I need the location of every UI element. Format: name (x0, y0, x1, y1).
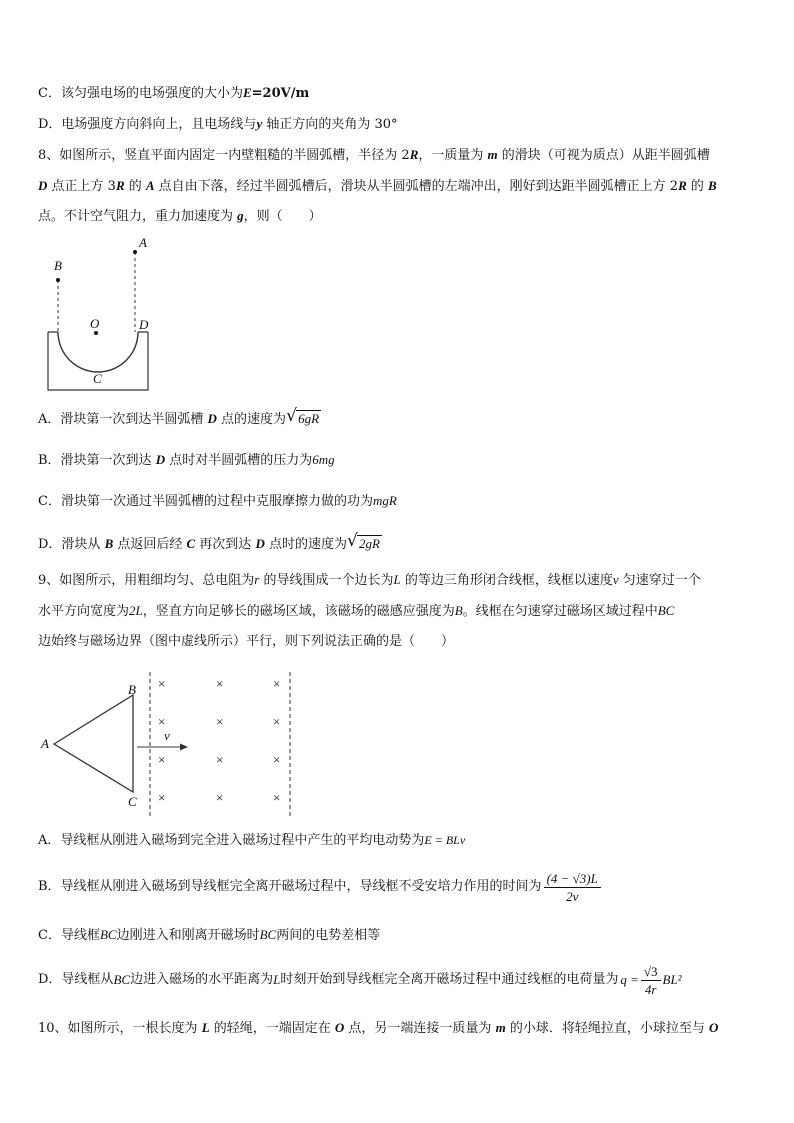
label-c: C (93, 371, 102, 386)
point-b (56, 278, 60, 282)
q8-option-a: A．滑块第一次到达半圆弧槽 D 点的速度为 √ 6gR (38, 406, 320, 427)
field-cross-icon: × (158, 790, 166, 805)
label-b: B (128, 682, 136, 697)
q8-line3: 点。不计空气阻力，重力加速度为 g，则（ ） (38, 208, 322, 224)
field-cross-icon: × (158, 714, 166, 729)
arrow-head-icon (180, 744, 188, 751)
point-a (133, 250, 137, 254)
q8-line1: 8、如图所示，竖直平面内固定一内壁粗糙的半圆弧槽，半径为 2R，一质量为 m 的滑块（可视为质点）从距半圆弧槽 (38, 147, 710, 163)
q8-figure (38, 232, 168, 396)
label-d: D (139, 317, 149, 332)
label-o: O (90, 316, 100, 331)
field-cross-icon: × (216, 790, 224, 805)
field-cross-icon: × (216, 676, 224, 691)
q9-line3: 边始终与磁场边界（图中虚线所示）平行，则下列说法正确的是（ ） (38, 634, 455, 649)
q9-option-b: B．导线框从刚进入磁场到导线框完全离开磁场过程中，导线框不受安培力作用的时间为 $\frac{(4 - √3)L}{2v}$ (38, 868, 603, 906)
label-a: A (139, 235, 147, 250)
q9-option-c: C．导线框BC边刚进入和刚离开磁场时BC两间的电势差相等 (38, 927, 381, 943)
field-cross-icon: × (273, 752, 281, 767)
field-cross-icon: × (216, 714, 224, 729)
fraction: $\frac{(4 - √3)L}{2v}$ (544, 870, 601, 905)
q8-option-b: B．滑块第一次到达 D 点时对半圆弧槽的压力为6mg (38, 452, 335, 468)
field-cross-icon: × (273, 790, 281, 805)
sqrt-expression: √ 6gR (286, 406, 320, 426)
option-d-prev: D．电场强度方向斜向上，且电场线与y 轴正方向的夹角为 30° (38, 116, 398, 132)
semicircle-groove (58, 332, 138, 372)
field-cross-icon: × (216, 752, 224, 767)
label-b: B (54, 258, 62, 273)
label-v: v (164, 728, 170, 743)
q9-option-d: D．导线框从 BC 边进入磁场的水平距离为 L 时刻开始到导线框完全离开磁场过程中通过线框的电荷量为 q = $\frac{√3}{4r}$ BL² (38, 963, 682, 997)
q8-option-c: C．滑块第一次通过半圆弧槽的过程中克服摩擦力做的功为mgR (38, 493, 397, 509)
label-a: A (41, 736, 49, 751)
label-c: C (128, 794, 137, 809)
magnetic-field-crosses (158, 676, 280, 805)
q9-line2: 水平方向宽度为2L，竖直方向足够长的磁场区域，该磁场的磁感应强度为B。线框在匀速穿过磁场区域过程中BC (38, 603, 675, 619)
option-c-prev: C．该匀强电场的电场强度的大小为E=20V/m (38, 85, 310, 101)
q9-figure (36, 668, 306, 818)
field-cross-icon: × (273, 676, 281, 691)
point-o (94, 331, 98, 335)
fraction: $\frac{√3}{4r}$ (641, 963, 661, 998)
q10-line1: 10、如图所示，一根长度为 L 的轻绳，一端固定在 O 点，另一端连接一质量为 m 的小球．将轻绳拉直，小球拉至与 O (38, 1020, 719, 1036)
sqrt-expression: √ 2gR (346, 531, 380, 551)
q8-option-d: D．滑块从 B 点返回后经 C 再次到达 D 点时的速度为 √ 2gR (38, 531, 380, 552)
field-cross-icon: × (158, 752, 166, 767)
field-cross-icon: × (158, 676, 166, 691)
triangle-frame (54, 695, 133, 792)
q9-option-a: A．导线框从刚进入磁场到完全进入磁场过程中产生的平均电动势为E = BLv (38, 833, 466, 848)
q8-line2: D 点正上方 3R 的 A 点自由下落，经过半圆弧槽后，滑块从半圆弧槽的左端冲出，刚好到达距半圆弧槽正上方 2R 的 B (38, 178, 717, 194)
field-cross-icon: × (273, 714, 281, 729)
q9-line1: 9、如图所示，用粗细均匀、总电阻为r 的导线围成一个边长为L 的等边三角形闭合线框，线框以速度v 匀速穿过一个 (38, 572, 701, 588)
